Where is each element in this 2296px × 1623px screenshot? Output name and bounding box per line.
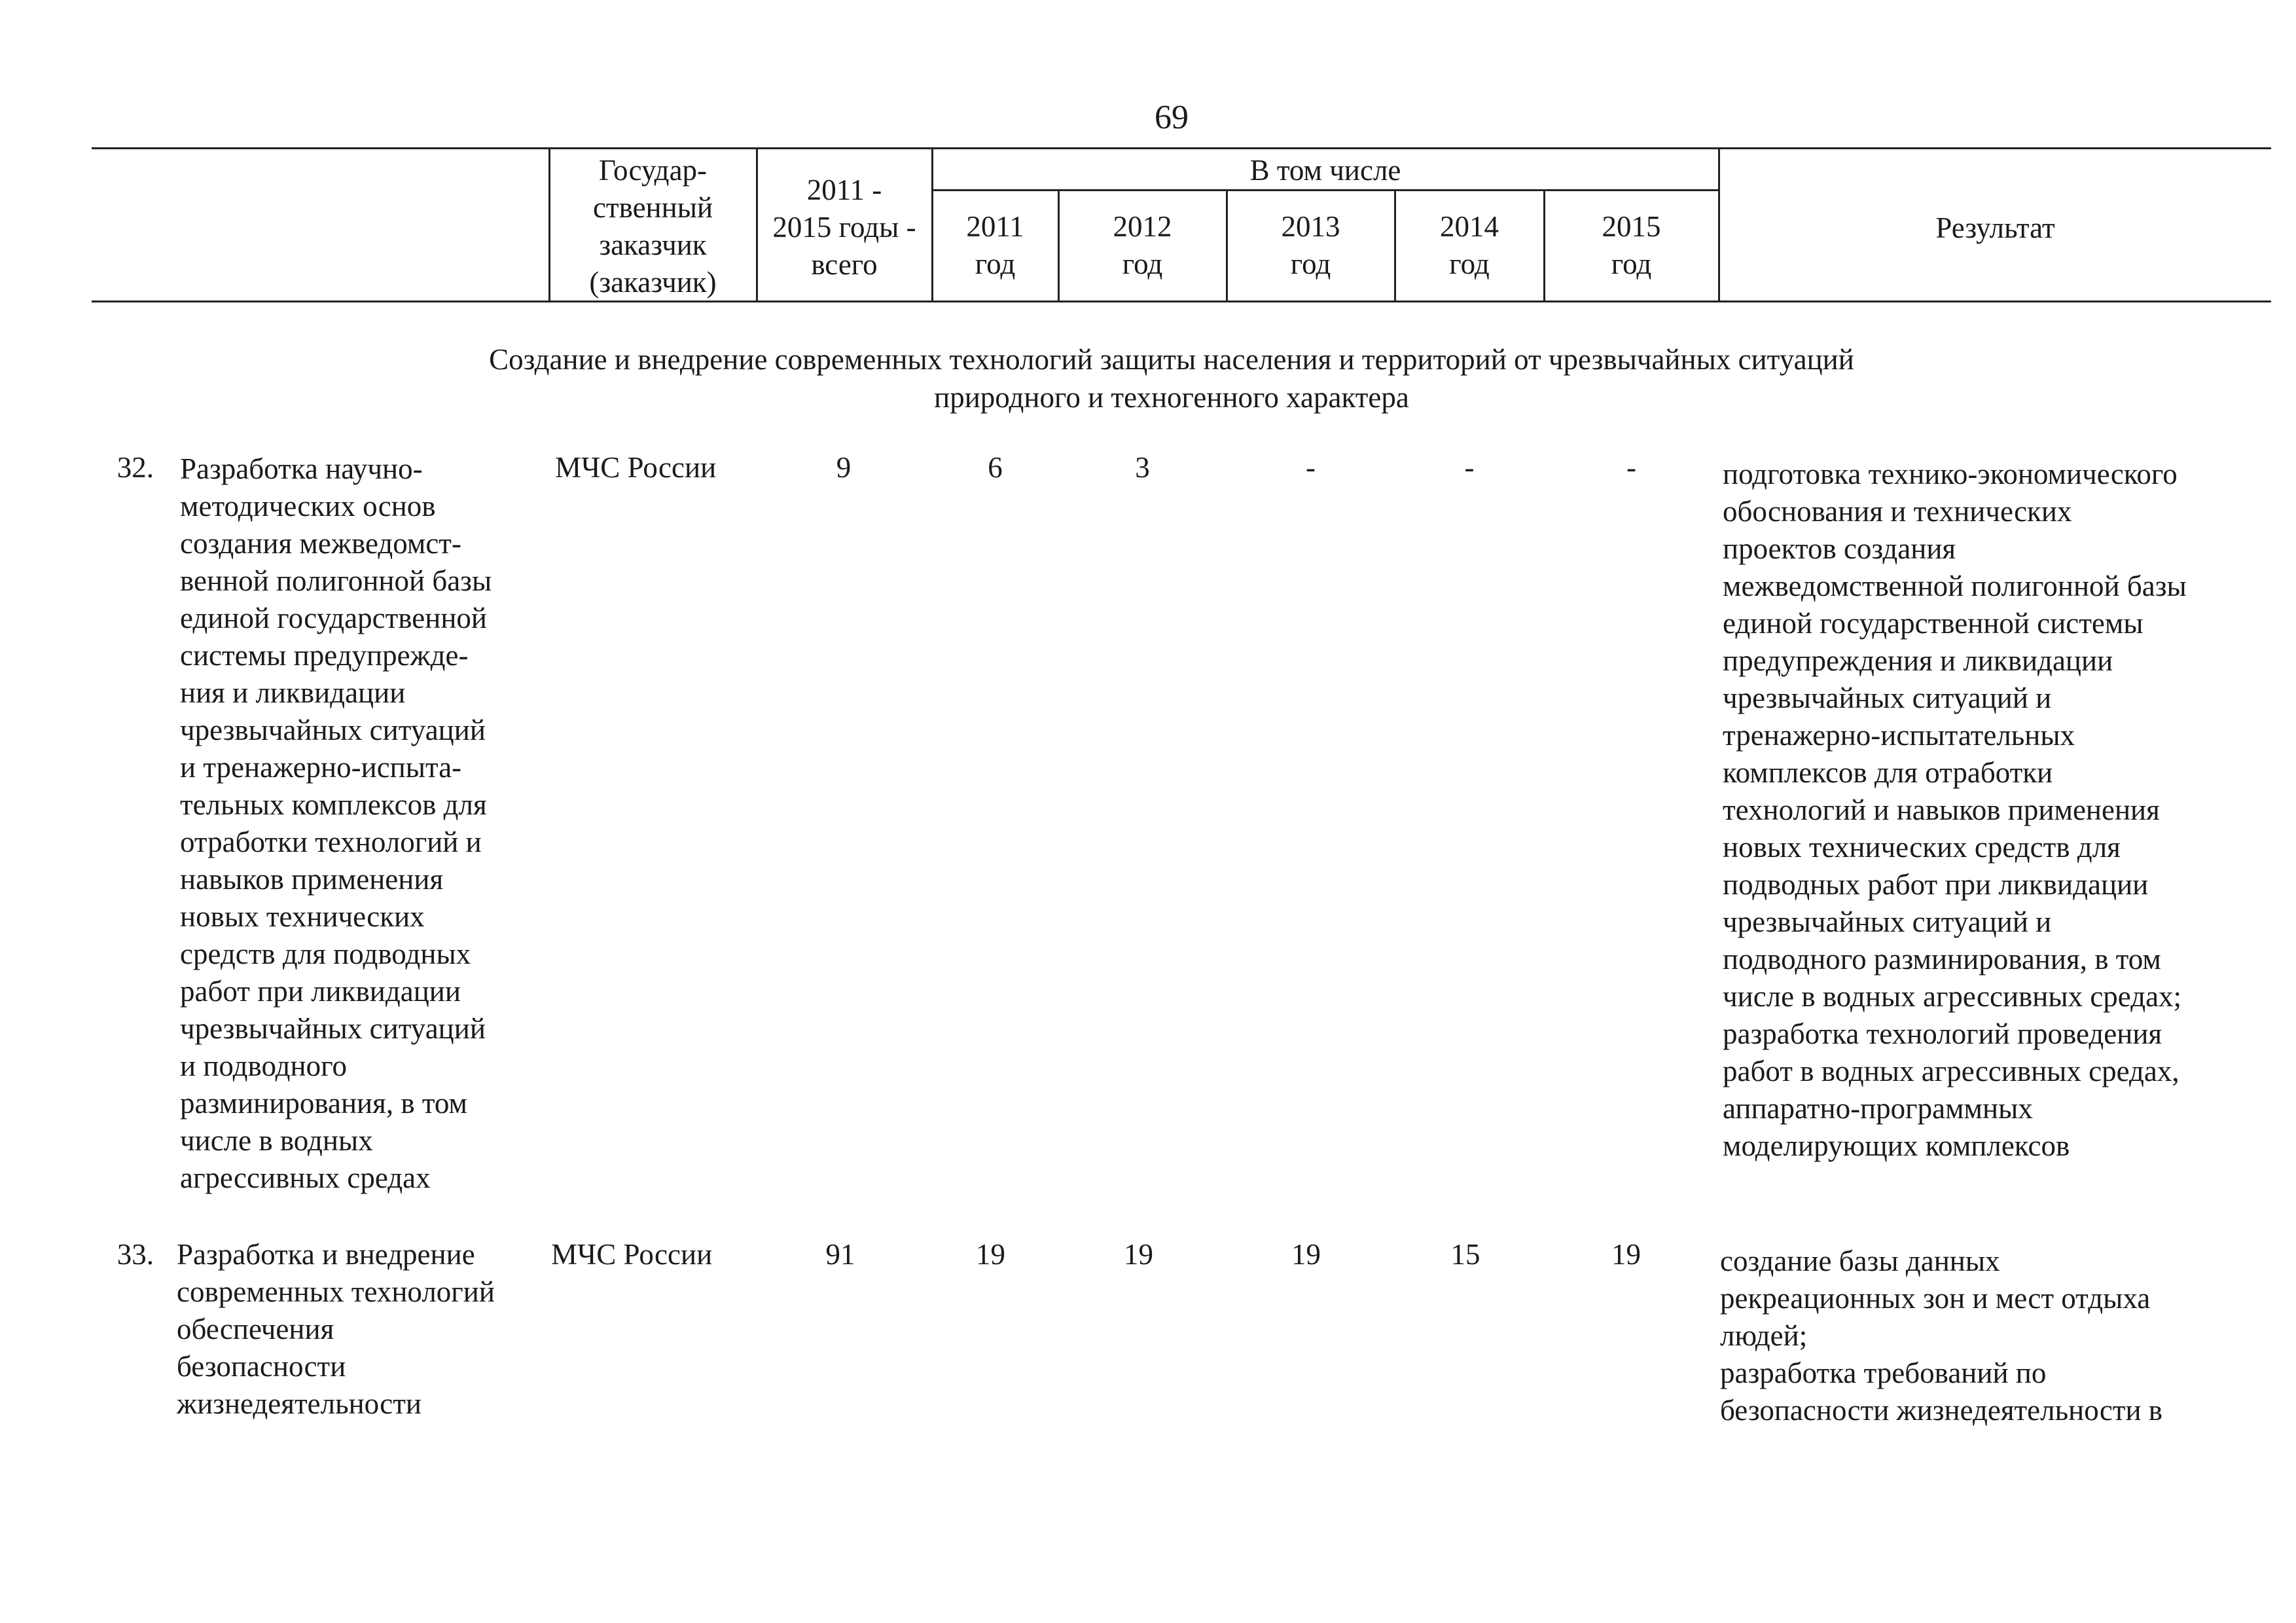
row-value-2014: - <box>1464 451 1475 484</box>
header-year-2012: 2012 год <box>1113 210 1172 280</box>
row-value-2012: 3 <box>1135 451 1150 484</box>
row-value-2011: 6 <box>988 451 1003 484</box>
header-year-2011: 2011 год <box>966 210 1024 280</box>
row-customer: МЧС России <box>551 1238 713 1271</box>
header-total: 2011 - 2015 годы - всего <box>772 173 916 281</box>
row-name: Разработка научно- методических основ создания межведомст- венной полигонной базы единой государственной системы предупрежде- ния и ликвидации чрезвычайных ситуаций и тренажерно-испыта- тельных комплексов для отработки технологий и навыков применения новых технических средств для подводных работ при ликвидации чрезвычайных ситуаций и подводного разминирования, в том числе в водных агрессивных средах <box>180 452 492 1194</box>
row-number: 33. <box>117 1238 154 1271</box>
row-total: 9 <box>836 451 852 484</box>
header-including: В том числе <box>1249 154 1401 187</box>
row-value-2013: - <box>1306 451 1316 484</box>
including-rule <box>933 189 1718 191</box>
row-value-2011: 19 <box>976 1238 1005 1271</box>
row-customer: МЧС России <box>555 451 717 484</box>
row-value-2015: - <box>1626 451 1636 484</box>
row-value-2013: 19 <box>1291 1238 1321 1271</box>
header-top-rule <box>92 147 2271 149</box>
row-total: 91 <box>825 1238 855 1271</box>
header-customer: Государ- ственный заказчик (заказчик) <box>589 154 717 299</box>
header-year-2015: 2015 год <box>1602 210 1661 280</box>
row-result: создание базы данных рекреационных зон и мест отдыха людей; разработка требований по безопасности жизнедеятельности в <box>1720 1245 2163 1427</box>
row-value-2012: 19 <box>1124 1238 1153 1271</box>
row-number: 32. <box>117 451 154 484</box>
page-number: 69 <box>1155 99 1189 136</box>
row-name: Разработка и внедрение современных технологий обеспечения безопасности жизнедеятельности <box>177 1238 495 1420</box>
row-value-2014: 15 <box>1450 1238 1480 1271</box>
row-value-2015: 19 <box>1611 1238 1641 1271</box>
header-year-2014: 2014 год <box>1440 210 1499 280</box>
header-result: Результат <box>1935 211 2055 244</box>
section-title: Создание и внедрение современных технологий защиты населения и территорий от чрезвычайных ситуаций природного и техногенного характера <box>489 343 1854 414</box>
header-bottom-rule <box>92 301 2271 302</box>
header-year-2013: 2013 год <box>1281 210 1340 280</box>
row-result: подготовка технико-экономического обоснования и технических проектов создания межведомственной полигонной базы единой государственной системы предупреждения и ликвидации чрезвычайных ситуаций и тренажерно-испытательных комплексов для отработки технологий и навыков применения новых технических средств для подводных работ при ликвидации чрезвычайных ситуаций и подводного разминирования, в том числе в водных агрессивных средах; разработка технологий проведения работ в водных агрессивных средах, аппаратно-программных моделирующих комплексов <box>1723 458 2187 1162</box>
